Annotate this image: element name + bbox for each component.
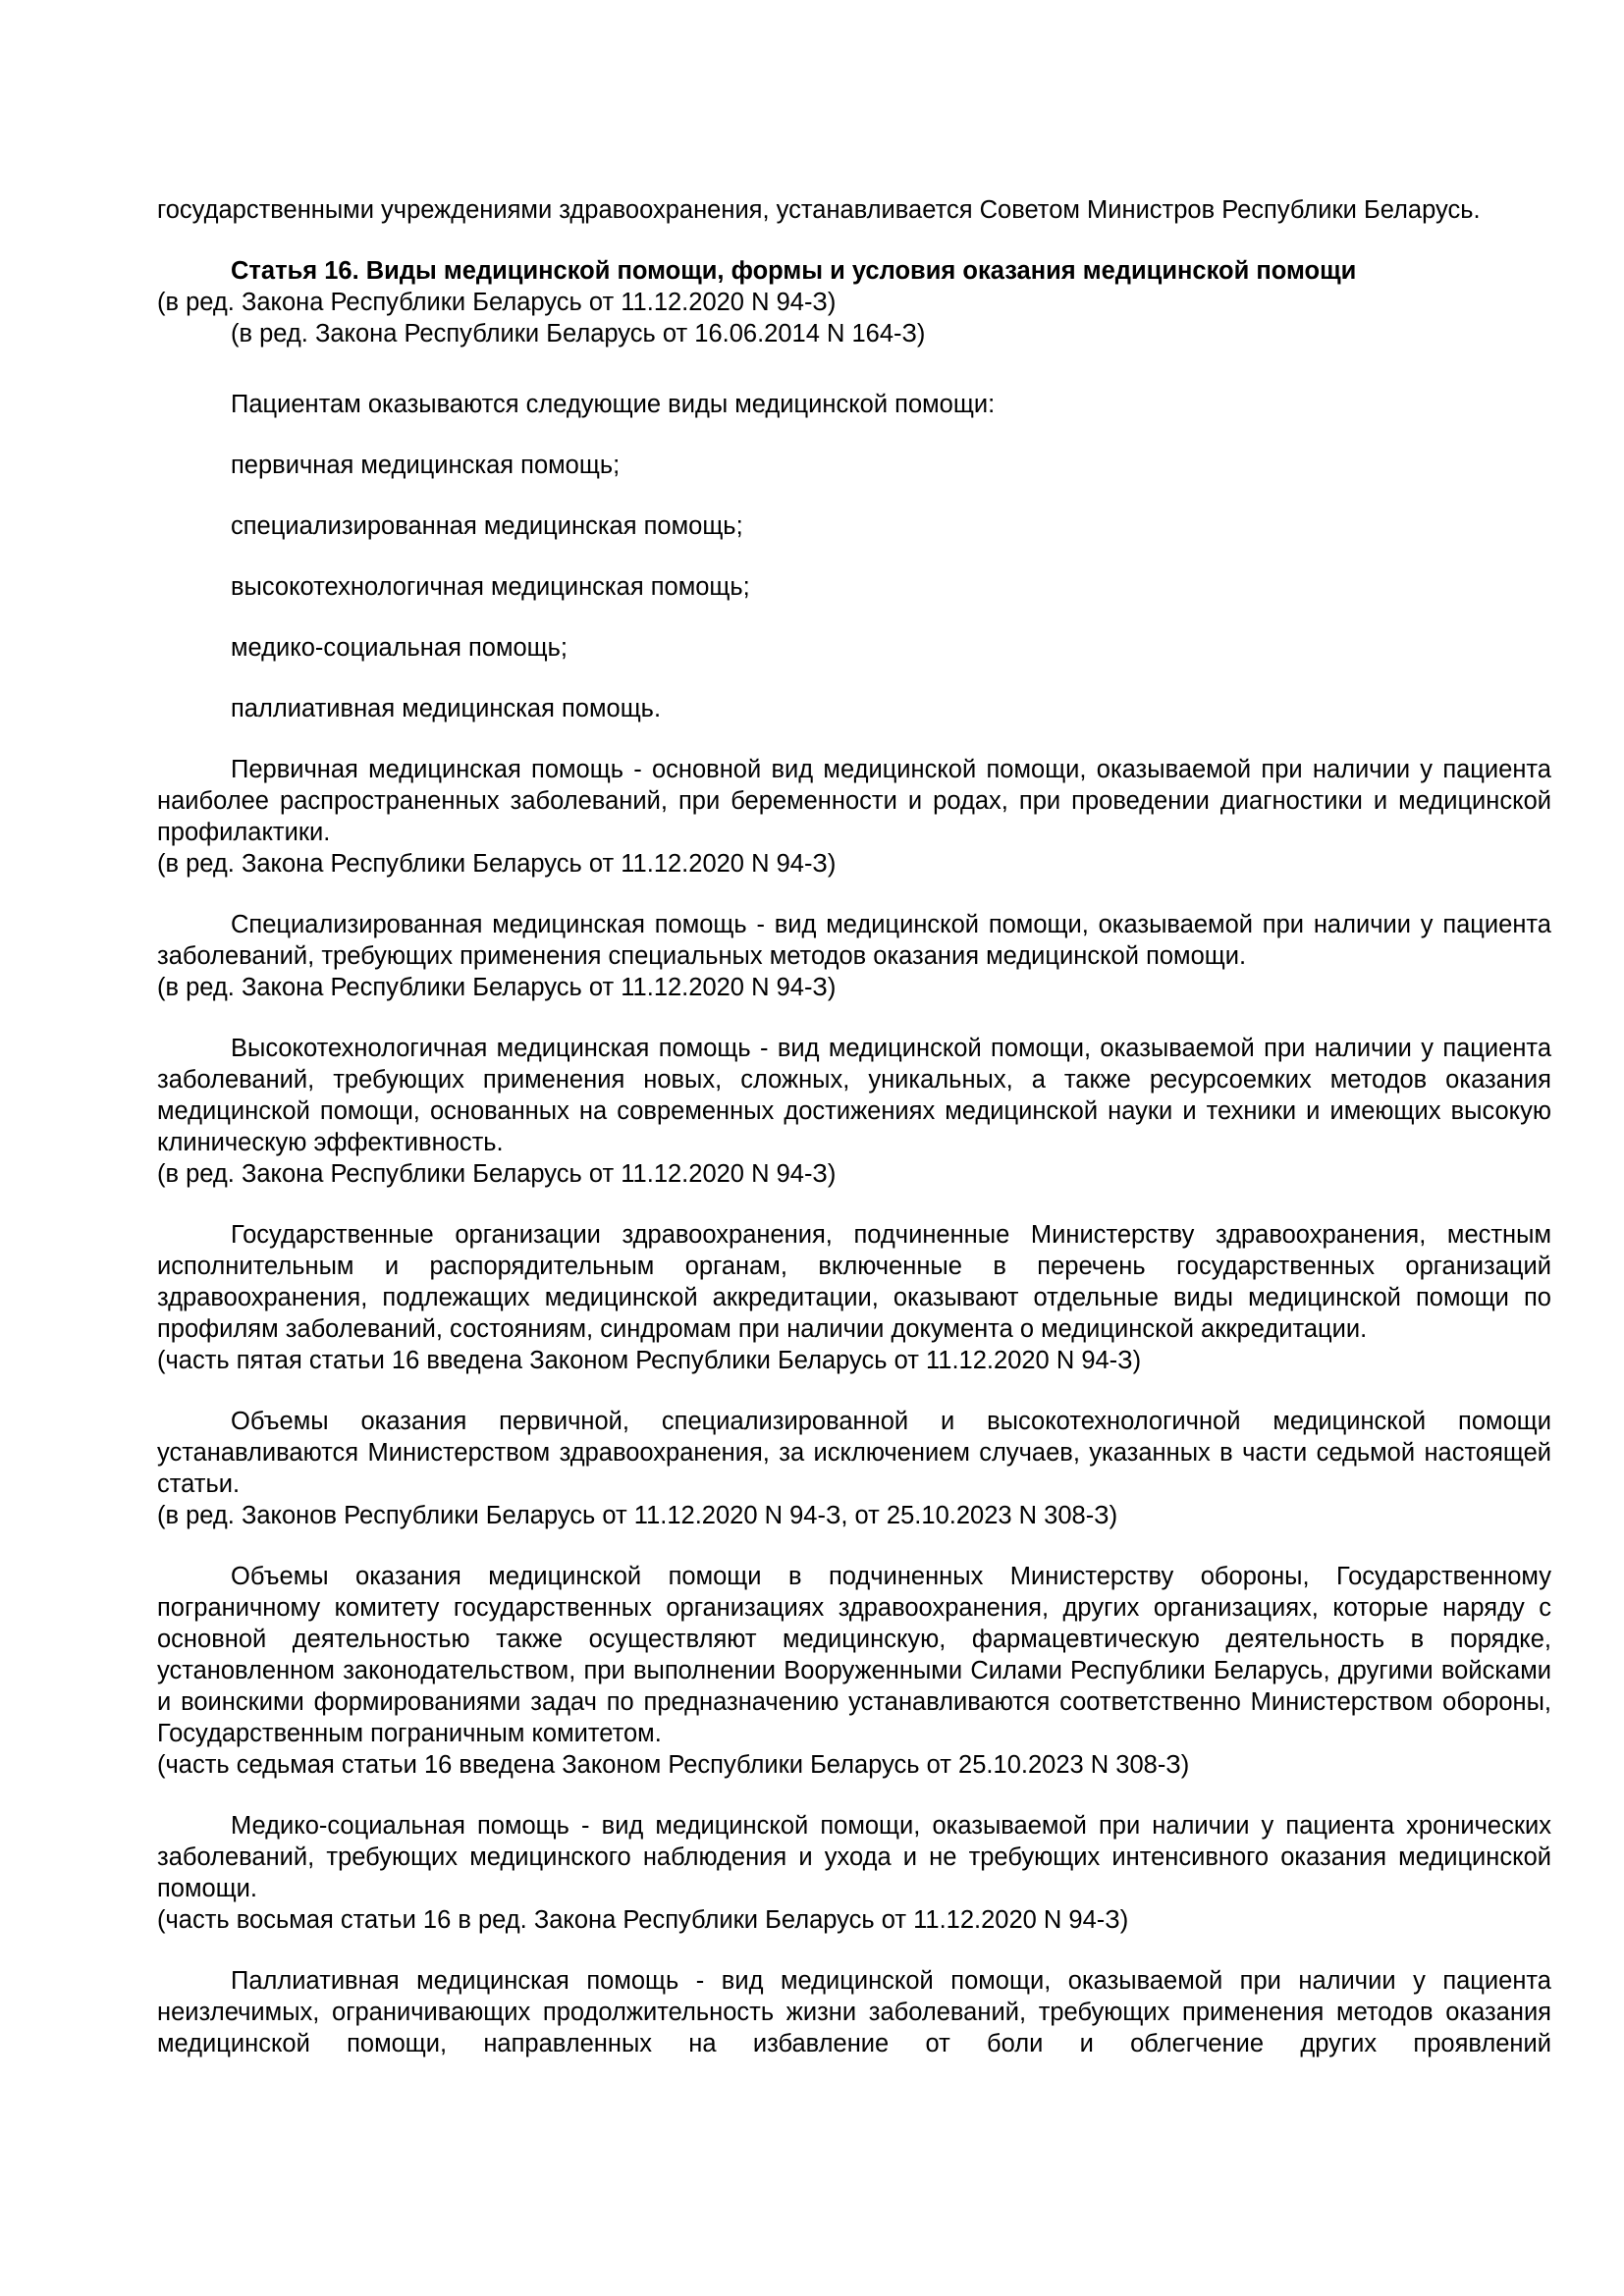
title-note: (в ред. Закона Республики Беларусь от 11.12.2020 N 94-З) [157, 289, 837, 316]
paragraph-text: Специализированная медицинская помощь - вид медицинской помощи, оказываемой при наличии у пациента заболеваний, требующих применения специальных методов оказания медицинской помощи. [157, 911, 1551, 970]
paragraph-text: Объемы оказания медицинской помощи в подчиненных Министерству обороны, Государственному пограничному комитету государственных организациях здравоохранения, других организациях, которые наряду с основной деятельностью также осуществляют медицинскую, фармацевтическую деятельность в порядке, установленном законодательством, при выполнении Вооруженными Силами Республики Беларусь, другими войсками и воинскими формированиями задач по предназначению устанавливаются соответственно Министерством обороны, Государственным пограничным комитетом. [157, 1563, 1551, 1747]
intro-text: государственными учреждениями здравоохранения, устанавливается Советом Министров Республики Беларусь. [157, 196, 1481, 224]
amendment-note: (в ред. Закона Республики Беларусь от 11.12.2020 N 94-З) [157, 974, 837, 1001]
list-item: медико-социальная помощь; [231, 634, 568, 662]
final-paragraph: Паллиативная медицинская помощь - вид медицинской помощи, оказываемой при наличии у пациента неизлечимых, ограничивающих продолжительность жизни заболеваний, требующих применения методов оказания медицинской помощи, направленных на избавление от боли и облегчение других проявлений [157, 1967, 1551, 2057]
list-intro: Пациентам оказываются следующие виды медицинской помощи: [231, 391, 996, 418]
paragraph-text: Государственные организации здравоохранения, подчиненные Министерству здравоохранения, местным исполнительным и распорядительным органам, включенные в перечень государственных организаций здравоохранения, подлежащих медицинской аккредитации, оказывают отдельные виды медицинской помощи по профилям заболеваний, состояниям, синдромам при наличии документа о медицинской аккредитации. [157, 1221, 1551, 1343]
paragraph-text: Первичная медицинская помощь - основной вид медицинской помощи, оказываемой при наличии у пациента наиболее распространенных заболеваний, при беременности и родах, при проведении диагностики и медицинской профилактики. [157, 756, 1551, 846]
amendment-note: (в ред. Закона Республики Беларусь от 11.12.2020 N 94-З) [157, 1160, 837, 1188]
amendment-note: (часть седьмая статьи 16 введена Законом Республики Беларусь от 25.10.2023 N 308-З) [157, 1751, 1190, 1779]
list-item: специализированная медицинская помощь; [231, 512, 743, 540]
amendment-note: (часть восьмая статьи 16 в ред. Закона Республики Беларусь от 11.12.2020 N 94-З) [157, 1906, 1129, 1934]
document-page [157, 194, 1551, 2059]
paragraph-text: Медико-социальная помощь - вид медицинской помощи, оказываемой при наличии у пациента хронических заболеваний, требующих медицинского наблюдения и ухода и не требующих интенсивного оказания медицинской помощи. [157, 1812, 1551, 1902]
amendment-note: (в ред. Законов Республики Беларусь от 11.12.2020 N 94-З, от 25.10.2023 N 308-З) [157, 1502, 1118, 1529]
amendment-note: (часть пятая статьи 16 введена Законом Республики Беларусь от 11.12.2020 N 94-З) [157, 1347, 1142, 1374]
list-item: высокотехнологичная медицинская помощь; [231, 573, 750, 601]
title-note: (в ред. Закона Республики Беларусь от 16.06.2014 N 164-З) [231, 320, 926, 347]
list-item: паллиативная медицинская помощь. [231, 695, 662, 722]
article-title: Статья 16. Виды медицинской помощи, формы и условия оказания медицинской помощи [231, 257, 1357, 285]
list-item: первичная медицинская помощь; [231, 452, 621, 479]
amendment-note: (в ред. Закона Республики Беларусь от 11.12.2020 N 94-З) [157, 850, 837, 878]
paragraph-text: Высокотехнологичная медицинская помощь - вид медицинской помощи, оказываемой при наличии у пациента заболеваний, требующих применения новых, сложных, уникальных, а также ресурсоемких методов оказания медицинской помощи, основанных на современных достижениях медицинской науки и техники и имеющих высокую клиническую эффективность. [157, 1035, 1551, 1156]
paragraph-text: Объемы оказания первичной, специализированной и высокотехнологичной медицинской помощи устанавливаются Министерством здравоохранения, за исключением случаев, указанных в части седьмой настоящей статьи. [157, 1408, 1551, 1498]
